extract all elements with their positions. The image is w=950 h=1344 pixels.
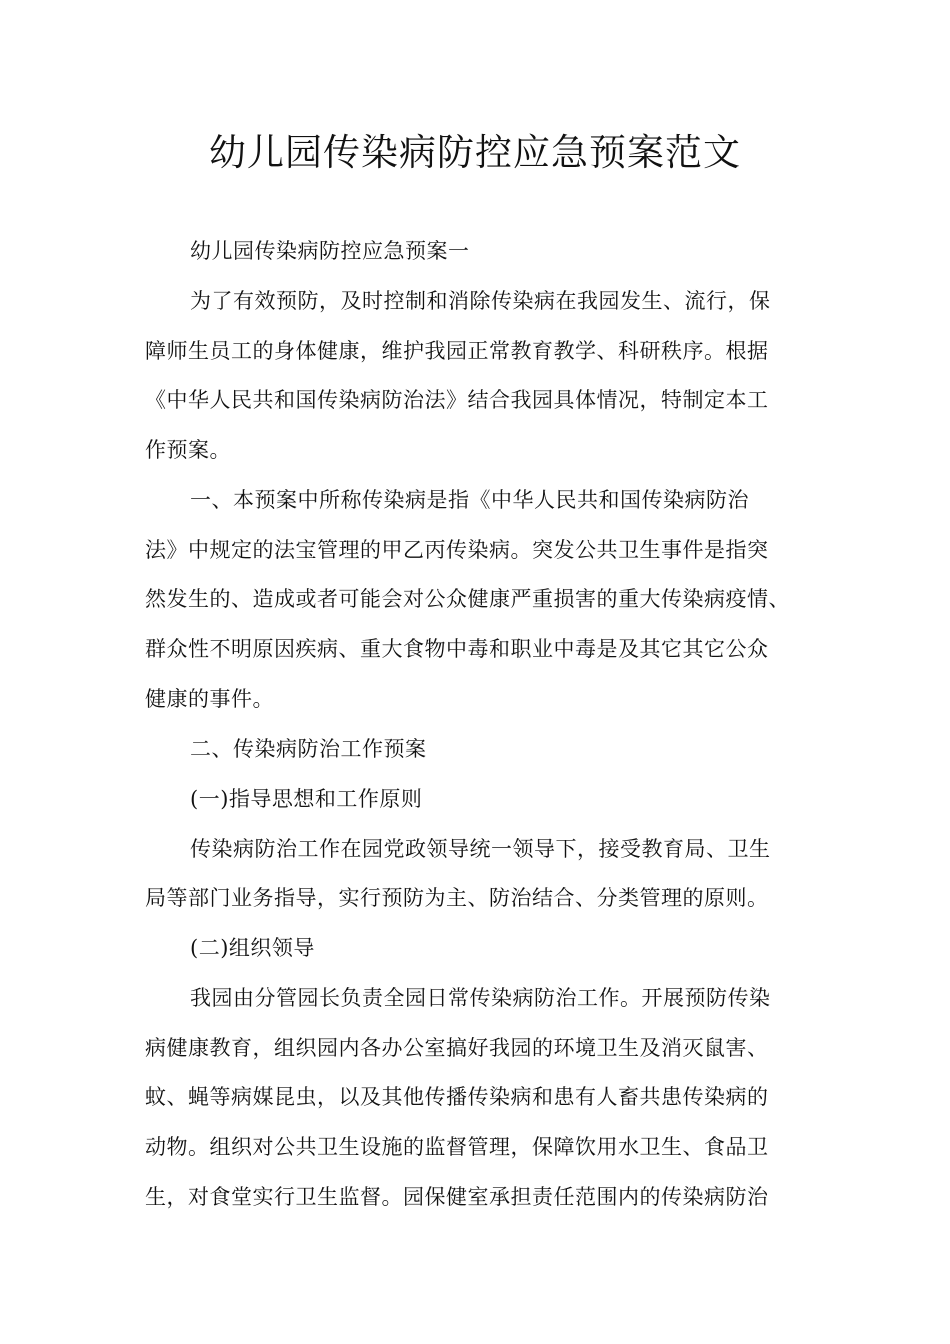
text-line: 然发生的、造成或者可能会对公众健康严重损害的重大传染病疫情、 <box>145 587 790 611</box>
document-title: 幼儿园传染病防控应急预案范文 <box>209 131 741 174</box>
text-line: 为了有效预防，及时控制和消除传染病在我园发生、流行，保 <box>190 289 771 313</box>
text-line: 一、本预案中所称传染病是指《中华人民共和国传染病防治 <box>190 488 749 512</box>
text-line: 我园由分管园长负责全园日常传染病防治工作。开展预防传染 <box>190 986 771 1010</box>
text-line: 障师生员工的身体健康，维护我园正常教育教学、科研秩序。根据 <box>145 339 769 363</box>
text-line: 法》中规定的法宝管理的甲乙丙传染病。突发公共卫生事件是指突 <box>145 538 769 562</box>
text-line: 健康的事件。 <box>145 687 274 711</box>
text-line: 传染病防治工作在园党政领导统一领导下，接受教育局、卫生 <box>190 837 771 861</box>
subsection-heading: (二)组织领导 <box>190 936 315 960</box>
text-line: 动物。组织对公共卫生设施的监督管理，保障饮用水卫生、食品卫 <box>145 1135 769 1159</box>
text-line: 群众性不明原因疾病、重大食物中毒和职业中毒是及其它其它公众 <box>145 637 769 661</box>
text-line: 病健康教育，组织园内各办公室搞好我园的环境卫生及消灭鼠害、 <box>145 1036 769 1060</box>
text-line: 蚊、蝇等病媒昆虫，以及其他传播传染病和患有人畜共患传染病的 <box>145 1085 769 1109</box>
text-line: 局等部门业务指导，实行预防为主、防治结合、分类管理的原则。 <box>145 886 769 910</box>
text-line: 作预案。 <box>145 438 231 462</box>
section-heading: 二、传染病防治工作预案 <box>190 737 427 761</box>
text-line: 《中华人民共和国传染病防治法》结合我园具体情况，特制定本工 <box>145 388 769 412</box>
text-line: 生，对食堂实行卫生监督。园保健室承担责任范围内的传染病防治 <box>145 1185 769 1209</box>
subsection-heading: (一)指导思想和工作原则 <box>190 787 423 811</box>
text-line: 幼儿园传染病防控应急预案一 <box>190 239 470 263</box>
